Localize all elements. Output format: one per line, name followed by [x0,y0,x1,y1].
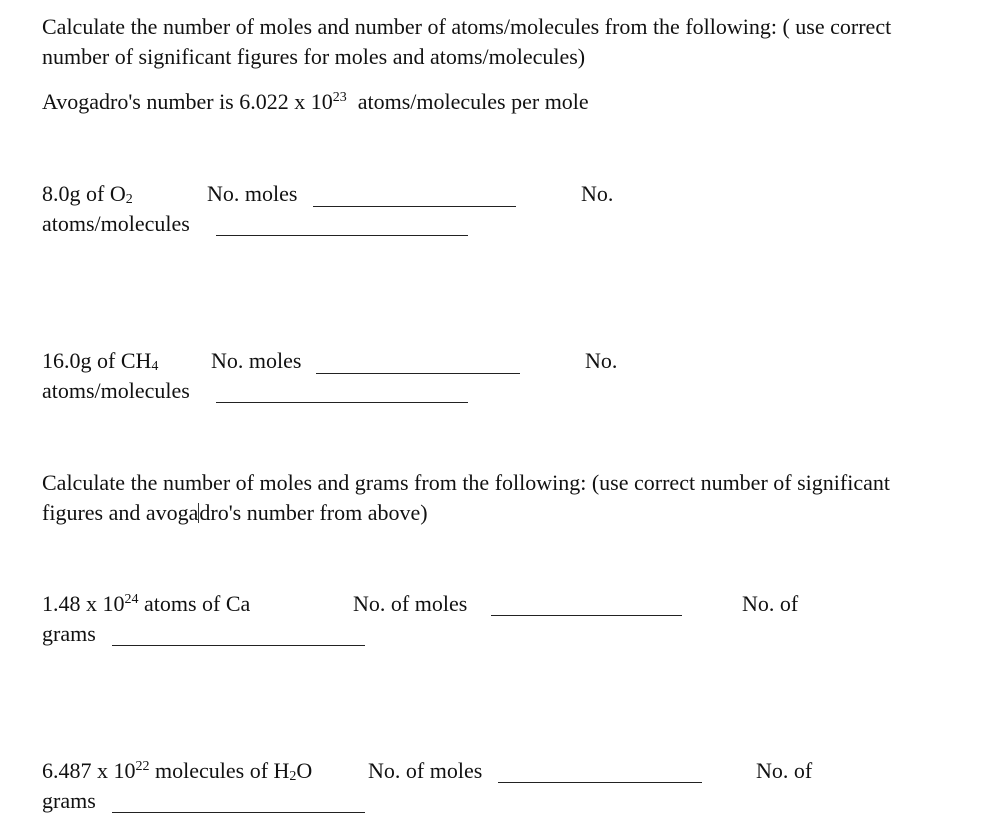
subscript: 4 [151,359,159,374]
amount-prefix: 1.48 x 10 [42,591,125,616]
problem-ca-grams-blank[interactable] [112,645,365,646]
amount-end: O [296,758,313,783]
problem-ca-no-of-label: No. of [742,591,799,616]
problem-ch4-moles-blank[interactable] [316,373,520,374]
exponent: 24 [124,592,139,607]
amount-text: 16.0g of CH [42,348,152,373]
problem-ch4-atoms-label: atoms/molecules [42,378,190,403]
instructions-line-2: number of significant figures for moles and atoms/molecules) [42,44,586,69]
problem-ch4-no-label: No. [585,348,618,373]
problem-h2o-moles-blank[interactable] [498,782,702,783]
instructions-line-1: Calculate the number of moles and number of atoms/molecules from the following: ( use correct [42,14,892,39]
instructions2-line-1: Calculate the number of moles and grams from the following: (use correct number of significant [42,470,890,495]
avogadro-note [42,91,589,113]
amount-suffix: molecules of H [155,758,290,783]
problem-ca-moles-label: No. of moles [353,591,468,616]
problem-ch4-atoms-blank[interactable] [216,402,468,403]
problem-ca-moles-blank[interactable] [491,615,682,616]
problem-ca-amount [42,593,250,615]
problem-h2o-grams-label: grams [42,788,96,813]
problem-o2-atoms-blank[interactable] [216,235,468,236]
problem-h2o-no-of-label: No. of [756,758,813,783]
problem-o2-amount [42,183,133,205]
amount-text: 8.0g of O [42,181,126,206]
problem-ch4-moles-label: No. moles [211,348,302,373]
problem-o2-no-label: No. [581,181,614,206]
problem-o2-moles-blank[interactable] [313,206,516,207]
amount-prefix: 6.487 x 10 [42,758,136,783]
problem-o2-moles-label: No. moles [207,181,298,206]
instructions2-line-2-b: dro's number from above) [199,500,428,525]
problem-h2o-moles-label: No. of moles [368,758,483,783]
problem-ca-grams-label: grams [42,621,96,646]
instructions2-line-2-a: figures and avoga [42,500,199,525]
subscript: 2 [289,769,297,784]
avogadro-suffix: atoms/molecules per mole [357,89,589,114]
problem-h2o-grams-blank[interactable] [112,812,365,813]
amount-suffix: atoms of Ca [144,591,251,616]
problem-h2o-amount [42,760,312,782]
avogadro-prefix: Avogadro's number is 6.022 x 10 [42,89,333,114]
avogadro-exponent: 23 [332,90,347,105]
problem-ch4-amount [42,350,158,372]
subscript: 2 [125,192,133,207]
exponent: 22 [135,759,150,774]
problem-o2-atoms-label: atoms/molecules [42,211,190,236]
instructions2-line-2 [42,502,428,524]
